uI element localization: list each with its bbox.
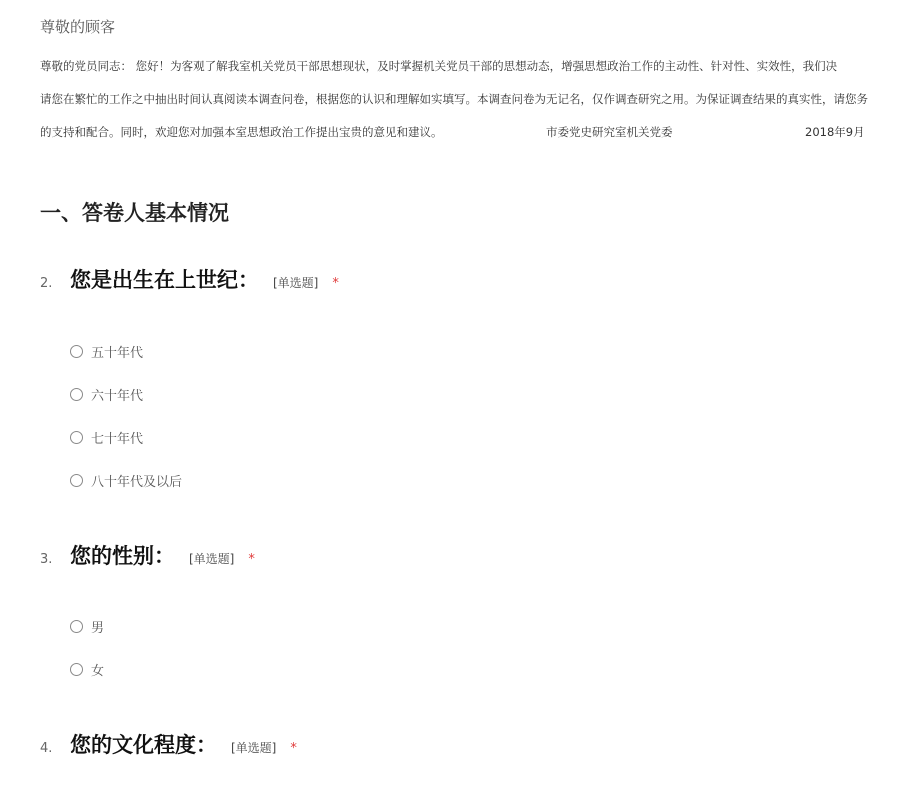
- question-type-label: [单选题]: [231, 741, 277, 755]
- option-label: 五十年代: [91, 345, 144, 361]
- radio-button[interactable]: [70, 431, 83, 444]
- option-label: 女: [91, 663, 105, 679]
- option-label: 八十年代及以后: [91, 474, 183, 490]
- radio-button[interactable]: [70, 620, 83, 633]
- question-title: 您是出生在上世纪：: [70, 268, 259, 292]
- radio-button[interactable]: [70, 663, 83, 676]
- intro-signature-date: 2018年9月: [805, 125, 865, 139]
- question-title: 您的文化程度：: [70, 733, 217, 757]
- radio-option-eighties-and-later[interactable]: [70, 470, 182, 490]
- required-marker: *: [248, 552, 255, 567]
- radio-option-male[interactable]: [70, 616, 104, 636]
- section-title: 一、答卷人基本情况: [40, 201, 229, 225]
- required-marker: *: [332, 276, 339, 291]
- radio-button[interactable]: [70, 388, 83, 401]
- question-type-label: [单选题]: [189, 552, 235, 566]
- question-2-header: [40, 264, 339, 294]
- question-4-header: [40, 729, 297, 759]
- option-label: 七十年代: [91, 431, 144, 447]
- radio-button[interactable]: [70, 345, 83, 358]
- question-number: 4.: [40, 741, 53, 756]
- intro-signature-org: 市委党史研究室机关党委: [546, 125, 673, 139]
- radio-option-fifties[interactable]: [70, 341, 143, 361]
- radio-button[interactable]: [70, 474, 83, 487]
- question-number: 3.: [40, 552, 53, 567]
- intro-text-line-3: 的支持和配合。同时，欢迎您对加强本室思想政治工作提出宝贵的意见和建议。: [40, 125, 443, 139]
- option-label: 六十年代: [91, 388, 144, 404]
- radio-option-female[interactable]: [70, 659, 104, 679]
- radio-option-sixties[interactable]: [70, 384, 143, 404]
- intro-text-line-2: 请您在繁忙的工作之中抽出时间认真阅读本调查问卷，根据您的认识和理解如实填写。本调查问卷为无记名，仅作调查研究之用。为保证调查结果的真实性，请您务: [40, 92, 868, 106]
- option-label: 男: [91, 620, 105, 636]
- question-title: 您的性别：: [70, 544, 175, 568]
- required-marker: *: [290, 741, 297, 756]
- question-3-header: [40, 540, 255, 570]
- question-type-label: [单选题]: [273, 276, 319, 290]
- intro-text-line-1: 尊敬的党员同志： 您好！为客观了解我室机关党员干部思想现状，及时掌握机关党员干部的思想动态，增强思想政治工作的主动性、针对性、实效性，我们决: [40, 59, 838, 73]
- question-number: 2.: [40, 276, 53, 291]
- survey-greeting: 尊敬的顾客: [40, 18, 116, 36]
- radio-option-seventies[interactable]: [70, 427, 143, 447]
